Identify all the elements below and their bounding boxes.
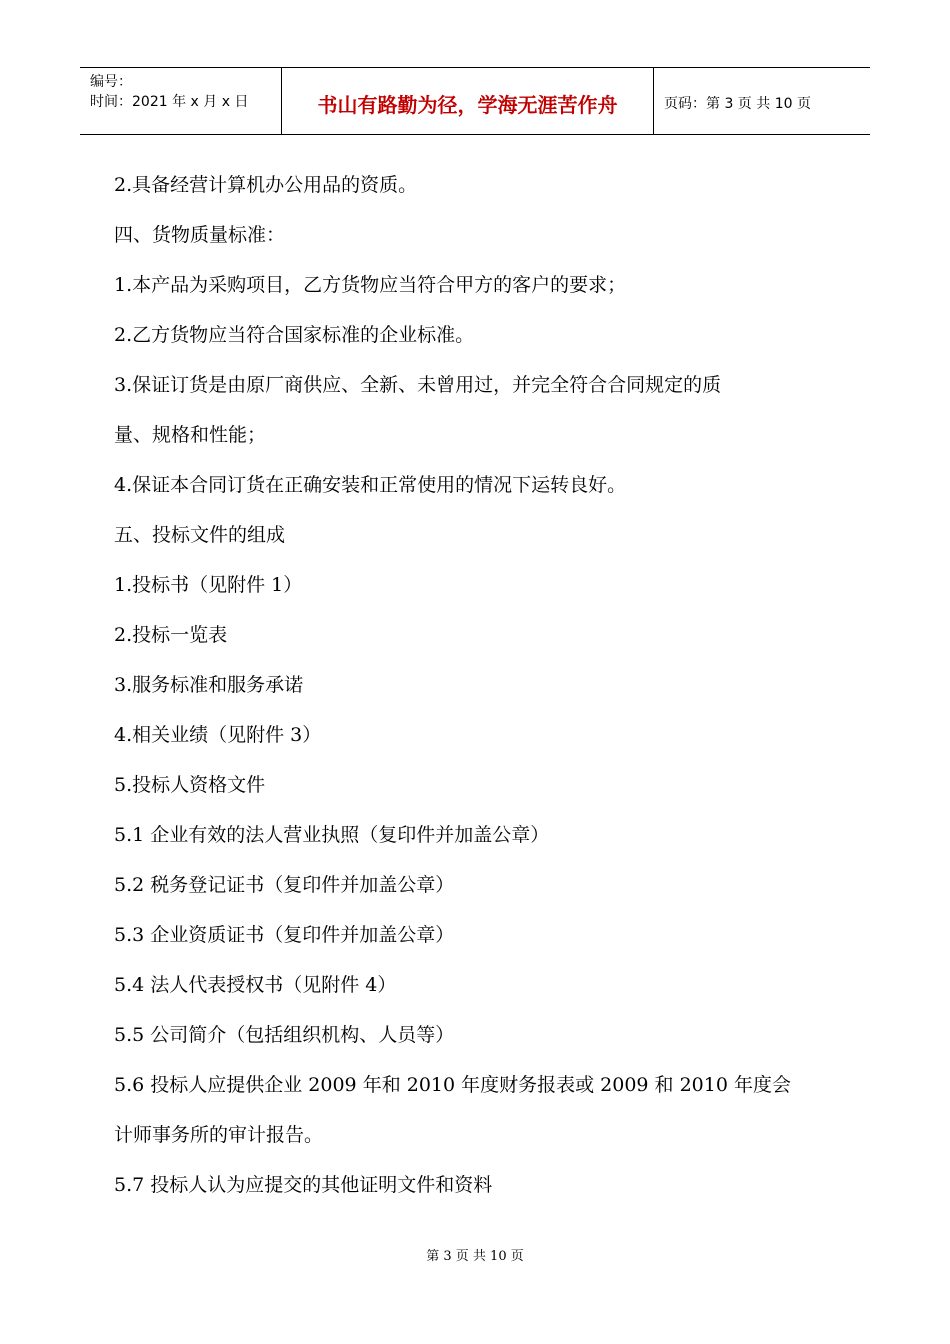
body-line: 1.投标书（见附件 1） bbox=[114, 574, 303, 596]
header-page-info: 页码：第 3 页 共 10 页 bbox=[664, 96, 811, 112]
header-motto: 书山有路勤为径，学海无涯苦作舟 bbox=[282, 68, 654, 134]
body-line: 量、规格和性能； bbox=[114, 424, 267, 446]
body-line: 5.5 公司简介（包括组织机构、人员等） bbox=[114, 1024, 455, 1046]
body-line: 2.乙方货物应当符合国家标准的企业标准。 bbox=[114, 324, 475, 346]
body-line: 2.投标一览表 bbox=[114, 624, 228, 646]
body-line: 3.服务标准和服务承诺 bbox=[114, 674, 304, 696]
body-line: 3.保证订货是由原厂商供应、全新、未曾用过，并完全符合合同规定的质 bbox=[114, 374, 722, 396]
body-line: 2.具备经营计算机办公用品的资质。 bbox=[114, 174, 418, 196]
body-line: 5.投标人资格文件 bbox=[114, 774, 266, 796]
body-line: 4.保证本合同订货在正确安装和正常使用的情况下运转良好。 bbox=[114, 474, 627, 496]
header-meta bbox=[80, 68, 282, 134]
body-line: 5.6 投标人应提供企业 2009 年和 2010 年度财务报表或 2009 和 2010 年度会 bbox=[114, 1074, 791, 1096]
body-line: 4.相关业绩（见附件 3） bbox=[114, 724, 322, 746]
section-heading: 四、货物质量标准： bbox=[114, 224, 286, 246]
time-label: 时间：2021 年 x 月 x 日 bbox=[90, 94, 249, 110]
page-header bbox=[80, 67, 870, 135]
section-heading: 五、投标文件的组成 bbox=[114, 524, 286, 546]
number-label: 编号： bbox=[90, 74, 132, 90]
document-body bbox=[114, 160, 854, 1210]
body-line: 5.4 法人代表授权书（见附件 4） bbox=[114, 974, 397, 996]
page-footer: 第 3 页 共 10 页 bbox=[426, 1249, 524, 1264]
body-line: 5.7 投标人认为应提交的其他证明文件和资料 bbox=[114, 1174, 493, 1196]
body-line: 1.本产品为采购项目，乙方货物应当符合甲方的客户的要求； bbox=[114, 274, 627, 296]
body-line: 5.2 税务登记证书（复印件并加盖公章） bbox=[114, 874, 455, 896]
body-line: 5.1 企业有效的法人营业执照（复印件并加盖公章） bbox=[114, 824, 550, 846]
body-line: 5.3 企业资质证书（复印件并加盖公章） bbox=[114, 924, 455, 946]
body-line: 计师事务所的审计报告。 bbox=[114, 1124, 324, 1146]
